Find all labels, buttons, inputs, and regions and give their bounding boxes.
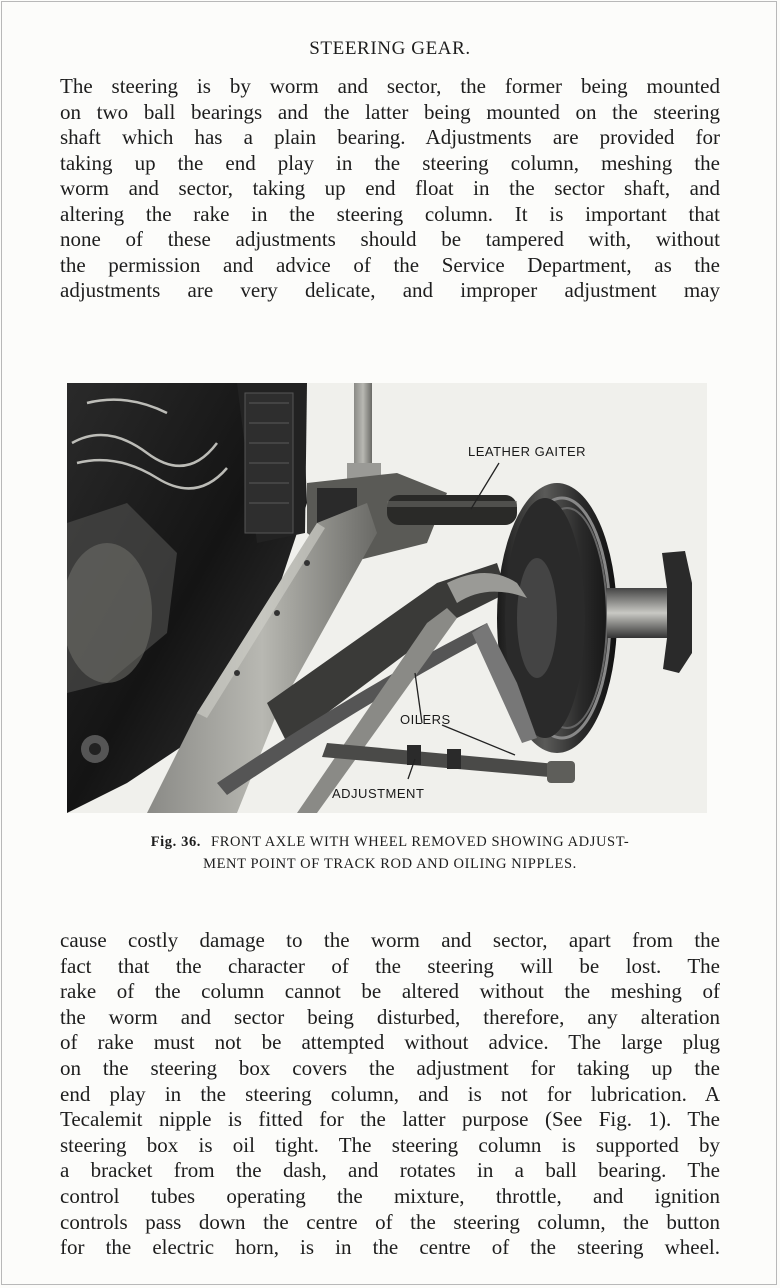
text-line: The steering is by worm and sector, the former being mounted xyxy=(60,74,720,98)
paragraph-1 xyxy=(60,74,720,304)
text-line: worm and sector, taking up end float in the sector shaft, and xyxy=(60,176,720,200)
text-line: for the electric horn, is in the centre of the steering wheel. xyxy=(60,1235,720,1260)
front-axle-photo xyxy=(67,383,707,813)
text-line: none of these adjustments should be tampered with, without xyxy=(60,227,720,251)
callout-oilers: OILERS xyxy=(400,712,451,727)
text-line: fact that the character of the steering will be lost. The xyxy=(60,953,720,978)
text-line: on the steering box covers the adjustment for taking up the xyxy=(60,1055,720,1080)
callout-leather-gaiter: LEATHER GAITER xyxy=(468,444,587,459)
text-line: steering box is oil tight. The steering column is supported by xyxy=(60,1132,720,1157)
text-line: of rake must not be attempted without advice. The large plug xyxy=(60,1030,720,1055)
callout-adjustment: ADJUSTMENT xyxy=(332,786,425,801)
front-axle-illustration xyxy=(67,383,707,813)
text-line: rake of the column cannot be altered without the meshing of xyxy=(60,979,720,1004)
text-line: control tubes operating the mixture, throttle, and ignition xyxy=(60,1183,720,1208)
text-line: on two ball bearings and the latter being mounted on the steering xyxy=(60,99,720,124)
figure-number: Fig. 36. xyxy=(150,834,202,850)
text-line: adjustments are very delicate, and improper adjustment may xyxy=(60,278,720,302)
text-line: the worm and sector being disturbed, therefore, any alteration xyxy=(60,1004,720,1029)
text-line: end play in the steering column, and is not for lubrication. A xyxy=(60,1081,720,1106)
text-line: altering the rake in the steering column. It is important that xyxy=(60,201,720,226)
paragraph-2 xyxy=(60,928,720,1261)
text-line: taking up the end play in the steering column, meshing the xyxy=(60,150,720,175)
text-line: cause costly damage to the worm and sector, apart from the xyxy=(60,928,720,952)
figure-caption-line-2: MENT POINT OF TRACK ROD AND OILING NIPPLES. xyxy=(203,856,577,872)
text-line: the permission and advice of the Service Department, as the xyxy=(60,252,720,277)
page-heading: STEERING GEAR. xyxy=(309,38,471,59)
figure-caption-line-1 xyxy=(0,834,780,851)
text-line: controls pass down the centre of the steering column, the button xyxy=(60,1209,720,1234)
text-line: Tecalemit nipple is fitted for the latter purpose (See Fig. 1). The xyxy=(60,1107,720,1132)
caption-text: FRONT AXLE WITH WHEEL REMOVED SHOWING ADJUST- xyxy=(211,834,630,850)
text-line: shaft which has a plain bearing. Adjustments are provided for xyxy=(60,125,720,149)
text-line: a bracket from the dash, and rotates in a ball bearing. The xyxy=(60,1158,720,1183)
